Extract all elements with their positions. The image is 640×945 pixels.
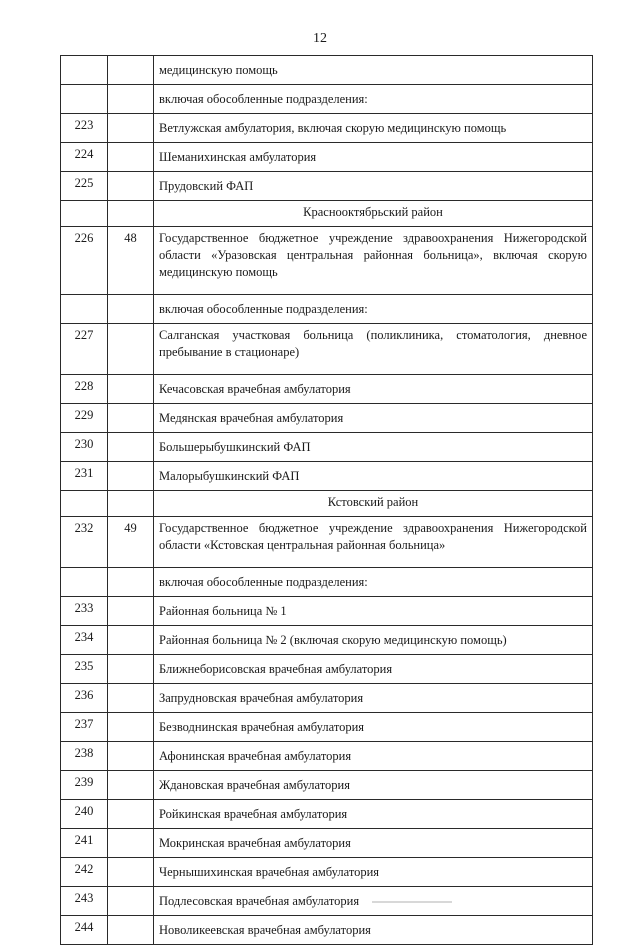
facility-code-cell — [108, 375, 154, 404]
table-row — [61, 858, 593, 887]
facility-code-cell — [108, 85, 154, 114]
facility-code-cell — [108, 655, 154, 684]
facility-code-cell — [108, 742, 154, 771]
facility-name-cell: медицинскую помощь — [154, 56, 593, 85]
row-number-cell: 227 — [61, 324, 108, 375]
facility-code-cell — [108, 597, 154, 626]
table-row — [61, 172, 593, 201]
row-number-cell — [61, 85, 108, 114]
row-number-cell: 243 — [61, 887, 108, 916]
facility-code-cell — [108, 771, 154, 800]
facilities-table-body — [61, 56, 593, 945]
row-number-cell: 234 — [61, 626, 108, 655]
facility-code-cell: 48 — [108, 227, 154, 295]
district-heading: Кстовский район — [154, 491, 593, 517]
facility-code-cell — [108, 829, 154, 858]
facility-code-cell — [108, 56, 154, 85]
facility-code-cell — [108, 684, 154, 713]
table-row — [61, 375, 593, 404]
row-number-cell: 223 — [61, 114, 108, 143]
facility-name-cell: Ройкинская врачебная амбулатория — [154, 800, 593, 829]
row-number-cell — [61, 295, 108, 324]
row-number-cell: 229 — [61, 404, 108, 433]
table-row — [61, 597, 593, 626]
facility-code-cell — [108, 491, 154, 517]
row-number-cell: 230 — [61, 433, 108, 462]
row-number-cell: 241 — [61, 829, 108, 858]
facility-name-cell: Новоликеевская врачебная амбулатория — [154, 916, 593, 945]
table-row — [61, 85, 593, 114]
facility-code-cell — [108, 916, 154, 945]
table-row — [61, 771, 593, 800]
facility-name-cell: Малорыбушкинский ФАП — [154, 462, 593, 491]
facility-name-cell: Государственное бюджетное учреждение здравоохранения Нижегородской области «Кстовская центральная районная больница» — [154, 517, 593, 568]
facility-name-cell: Безводнинская врачебная амбулатория — [154, 713, 593, 742]
facility-code-cell — [108, 404, 154, 433]
row-number-cell: 226 — [61, 227, 108, 295]
facility-code-cell — [108, 626, 154, 655]
table-row — [61, 916, 593, 945]
facility-name-cell: Районная больница № 1 — [154, 597, 593, 626]
facility-code-cell — [108, 462, 154, 491]
table-row — [61, 887, 593, 916]
facility-name-cell: Салганская участковая больница (поликлиника, стоматология, дневное пребывание в стационаре) — [154, 324, 593, 375]
facility-name-cell: Медянская врачебная амбулатория — [154, 404, 593, 433]
facility-code-cell: 49 — [108, 517, 154, 568]
facility-name-cell: Большерыбушкинский ФАП — [154, 433, 593, 462]
facility-name-cell: Ждановская врачебная амбулатория — [154, 771, 593, 800]
table-row — [61, 742, 593, 771]
facility-code-cell — [108, 713, 154, 742]
facility-code-cell — [108, 114, 154, 143]
table-row — [61, 433, 593, 462]
table-row — [61, 295, 593, 324]
row-number-cell: 235 — [61, 655, 108, 684]
table-row — [61, 713, 593, 742]
facility-code-cell — [108, 858, 154, 887]
table-row — [61, 227, 593, 295]
row-number-cell: 237 — [61, 713, 108, 742]
facility-name-cell: Ветлужская амбулатория, включая скорую медицинскую помощь — [154, 114, 593, 143]
facility-name-cell: Чернышихинская врачебная амбулатория — [154, 858, 593, 887]
table-row — [61, 568, 593, 597]
row-number-cell: 233 — [61, 597, 108, 626]
row-number-cell: 224 — [61, 143, 108, 172]
district-row — [61, 491, 593, 517]
facility-name-cell: Подлесовская врачебная амбулатория — [154, 887, 593, 916]
row-number-cell — [61, 201, 108, 227]
table-row — [61, 324, 593, 375]
facility-name-cell: включая обособленные подразделения: — [154, 568, 593, 597]
facility-code-cell — [108, 887, 154, 916]
facility-code-cell — [108, 568, 154, 597]
row-number-cell: 231 — [61, 462, 108, 491]
table-row — [61, 800, 593, 829]
row-number-cell — [61, 56, 108, 85]
row-number-cell: 225 — [61, 172, 108, 201]
facility-name-cell: Кечасовская врачебная амбулатория — [154, 375, 593, 404]
table-row — [61, 404, 593, 433]
table-row — [61, 829, 593, 858]
facility-name-cell: Запрудновская врачебная амбулатория — [154, 684, 593, 713]
facility-name-cell: Районная больница № 2 (включая скорую медицинскую помощь) — [154, 626, 593, 655]
row-number-cell — [61, 568, 108, 597]
row-number-cell: 228 — [61, 375, 108, 404]
table-row — [61, 114, 593, 143]
table-row — [61, 626, 593, 655]
facility-code-cell — [108, 143, 154, 172]
facility-name-cell: Шеманихинская амбулатория — [154, 143, 593, 172]
facility-code-cell — [108, 295, 154, 324]
facility-name-cell: Мокринская врачебная амбулатория — [154, 829, 593, 858]
facility-name-cell: Ближнеборисовская врачебная амбулатория — [154, 655, 593, 684]
facility-code-cell — [108, 172, 154, 201]
facility-code-cell — [108, 800, 154, 829]
scan-artifact — [372, 901, 452, 903]
row-number-cell: 232 — [61, 517, 108, 568]
page-number: 12 — [313, 31, 327, 46]
row-number-cell: 239 — [61, 771, 108, 800]
table-row — [61, 56, 593, 85]
facility-name-cell: включая обособленные подразделения: — [154, 85, 593, 114]
row-number-cell: 238 — [61, 742, 108, 771]
row-number-cell: 244 — [61, 916, 108, 945]
district-row — [61, 201, 593, 227]
facility-name-cell: Государственное бюджетное учреждение здравоохранения Нижегородской области «Уразовская центральная районная больница», включая скорую медицинскую помощь — [154, 227, 593, 295]
facility-name-cell: Прудовский ФАП — [154, 172, 593, 201]
facility-code-cell — [108, 201, 154, 227]
facility-name-cell: Афонинская врачебная амбулатория — [154, 742, 593, 771]
table-row — [61, 143, 593, 172]
row-number-cell: 242 — [61, 858, 108, 887]
row-number-cell: 236 — [61, 684, 108, 713]
row-number-cell — [61, 491, 108, 517]
facility-name-cell: включая обособленные подразделения: — [154, 295, 593, 324]
table-row — [61, 655, 593, 684]
facility-code-cell — [108, 433, 154, 462]
table-row — [61, 684, 593, 713]
facilities-table — [60, 55, 593, 945]
district-heading: Краснооктябрьский район — [154, 201, 593, 227]
table-row — [61, 517, 593, 568]
row-number-cell: 240 — [61, 800, 108, 829]
table-row — [61, 462, 593, 491]
facility-code-cell — [108, 324, 154, 375]
